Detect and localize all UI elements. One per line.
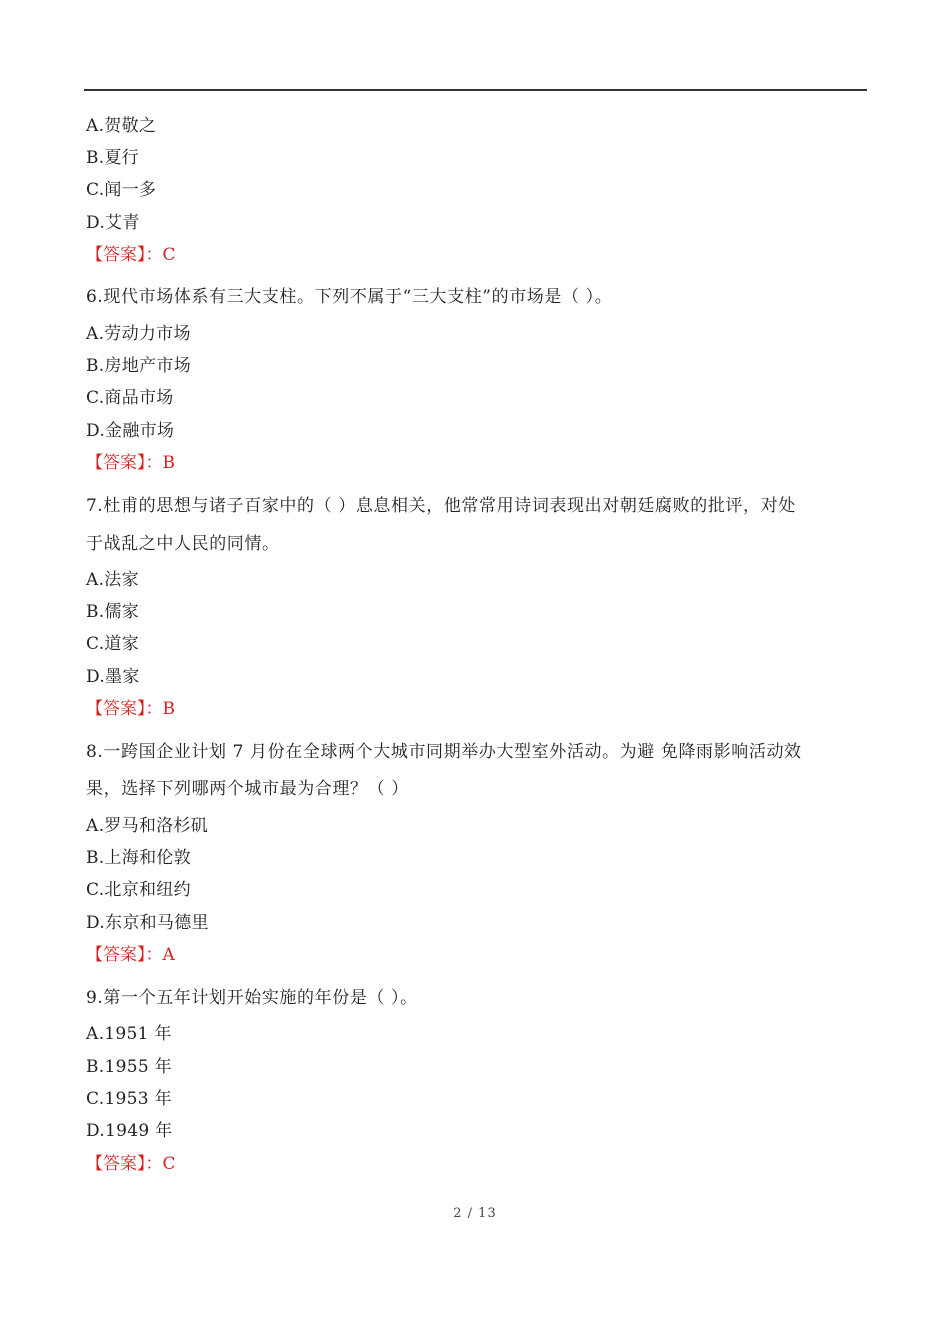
q6-option-a: A.劳动力市场 — [86, 324, 191, 344]
q8-option-b: B.上海和伦敦 — [86, 848, 191, 868]
q5-option-a: A.贺敬之 — [86, 116, 157, 136]
q7-answer: 【答案】：B — [86, 699, 175, 719]
q7-question-line-1: 7.杜甫的思想与诸子百家中的（ ）息息相关，他常常用诗词表现出对朝廷腐败的批评，对处 — [86, 496, 796, 516]
q6-option-b: B.房地产市场 — [86, 356, 191, 376]
q5-option-d: D.艾青 — [86, 213, 140, 233]
q6-option-c: C.商品市场 — [86, 388, 174, 408]
page-number: 2 / 13 — [453, 1206, 497, 1221]
q6-question: 6.现代市场体系有三大支柱。下列不属于“三大支柱”的市场是（ ）。 — [86, 287, 613, 307]
q6-answer: 【答案】：B — [86, 453, 175, 473]
q8-option-a: A.罗马和洛杉矶 — [86, 816, 209, 836]
q5-answer: 【答案】：C — [86, 245, 176, 265]
q7-question-line-2: 于战乱之中人民的同情。 — [86, 534, 280, 554]
q7-option-d: D.墨家 — [86, 667, 140, 687]
q9-option-d: D.1949 年 — [86, 1121, 173, 1141]
q9-option-b: B.1955 年 — [86, 1057, 172, 1077]
q6-option-d: D.金融市场 — [86, 421, 175, 441]
q8-option-c: C.北京和纽约 — [86, 880, 191, 900]
q5-option-c: C.闻一多 — [86, 180, 157, 200]
q9-option-c: C.1953 年 — [86, 1089, 172, 1109]
q7-option-a: A.法家 — [86, 570, 139, 590]
q8-question-line-2: 果，选择下列哪两个城市最为合理？（ ） — [86, 779, 409, 799]
q8-answer: 【答案】：A — [86, 945, 175, 965]
q8-option-d: D.东京和马德里 — [86, 913, 209, 933]
q7-option-b: B.儒家 — [86, 602, 140, 622]
q5-option-b: B.夏行 — [86, 148, 140, 168]
q9-question: 9.第一个五年计划开始实施的年份是（ ）。 — [86, 988, 418, 1008]
q8-question-line-1: 8.一跨国企业计划 7 月份在全球两个大城市同期举办大型室外活动。为避 免降雨影响活动效 — [86, 742, 802, 762]
header-rule — [84, 89, 867, 91]
q9-option-a: A.1951 年 — [86, 1024, 172, 1044]
q7-option-c: C.道家 — [86, 634, 140, 654]
q9-answer: 【答案】：C — [86, 1154, 176, 1174]
